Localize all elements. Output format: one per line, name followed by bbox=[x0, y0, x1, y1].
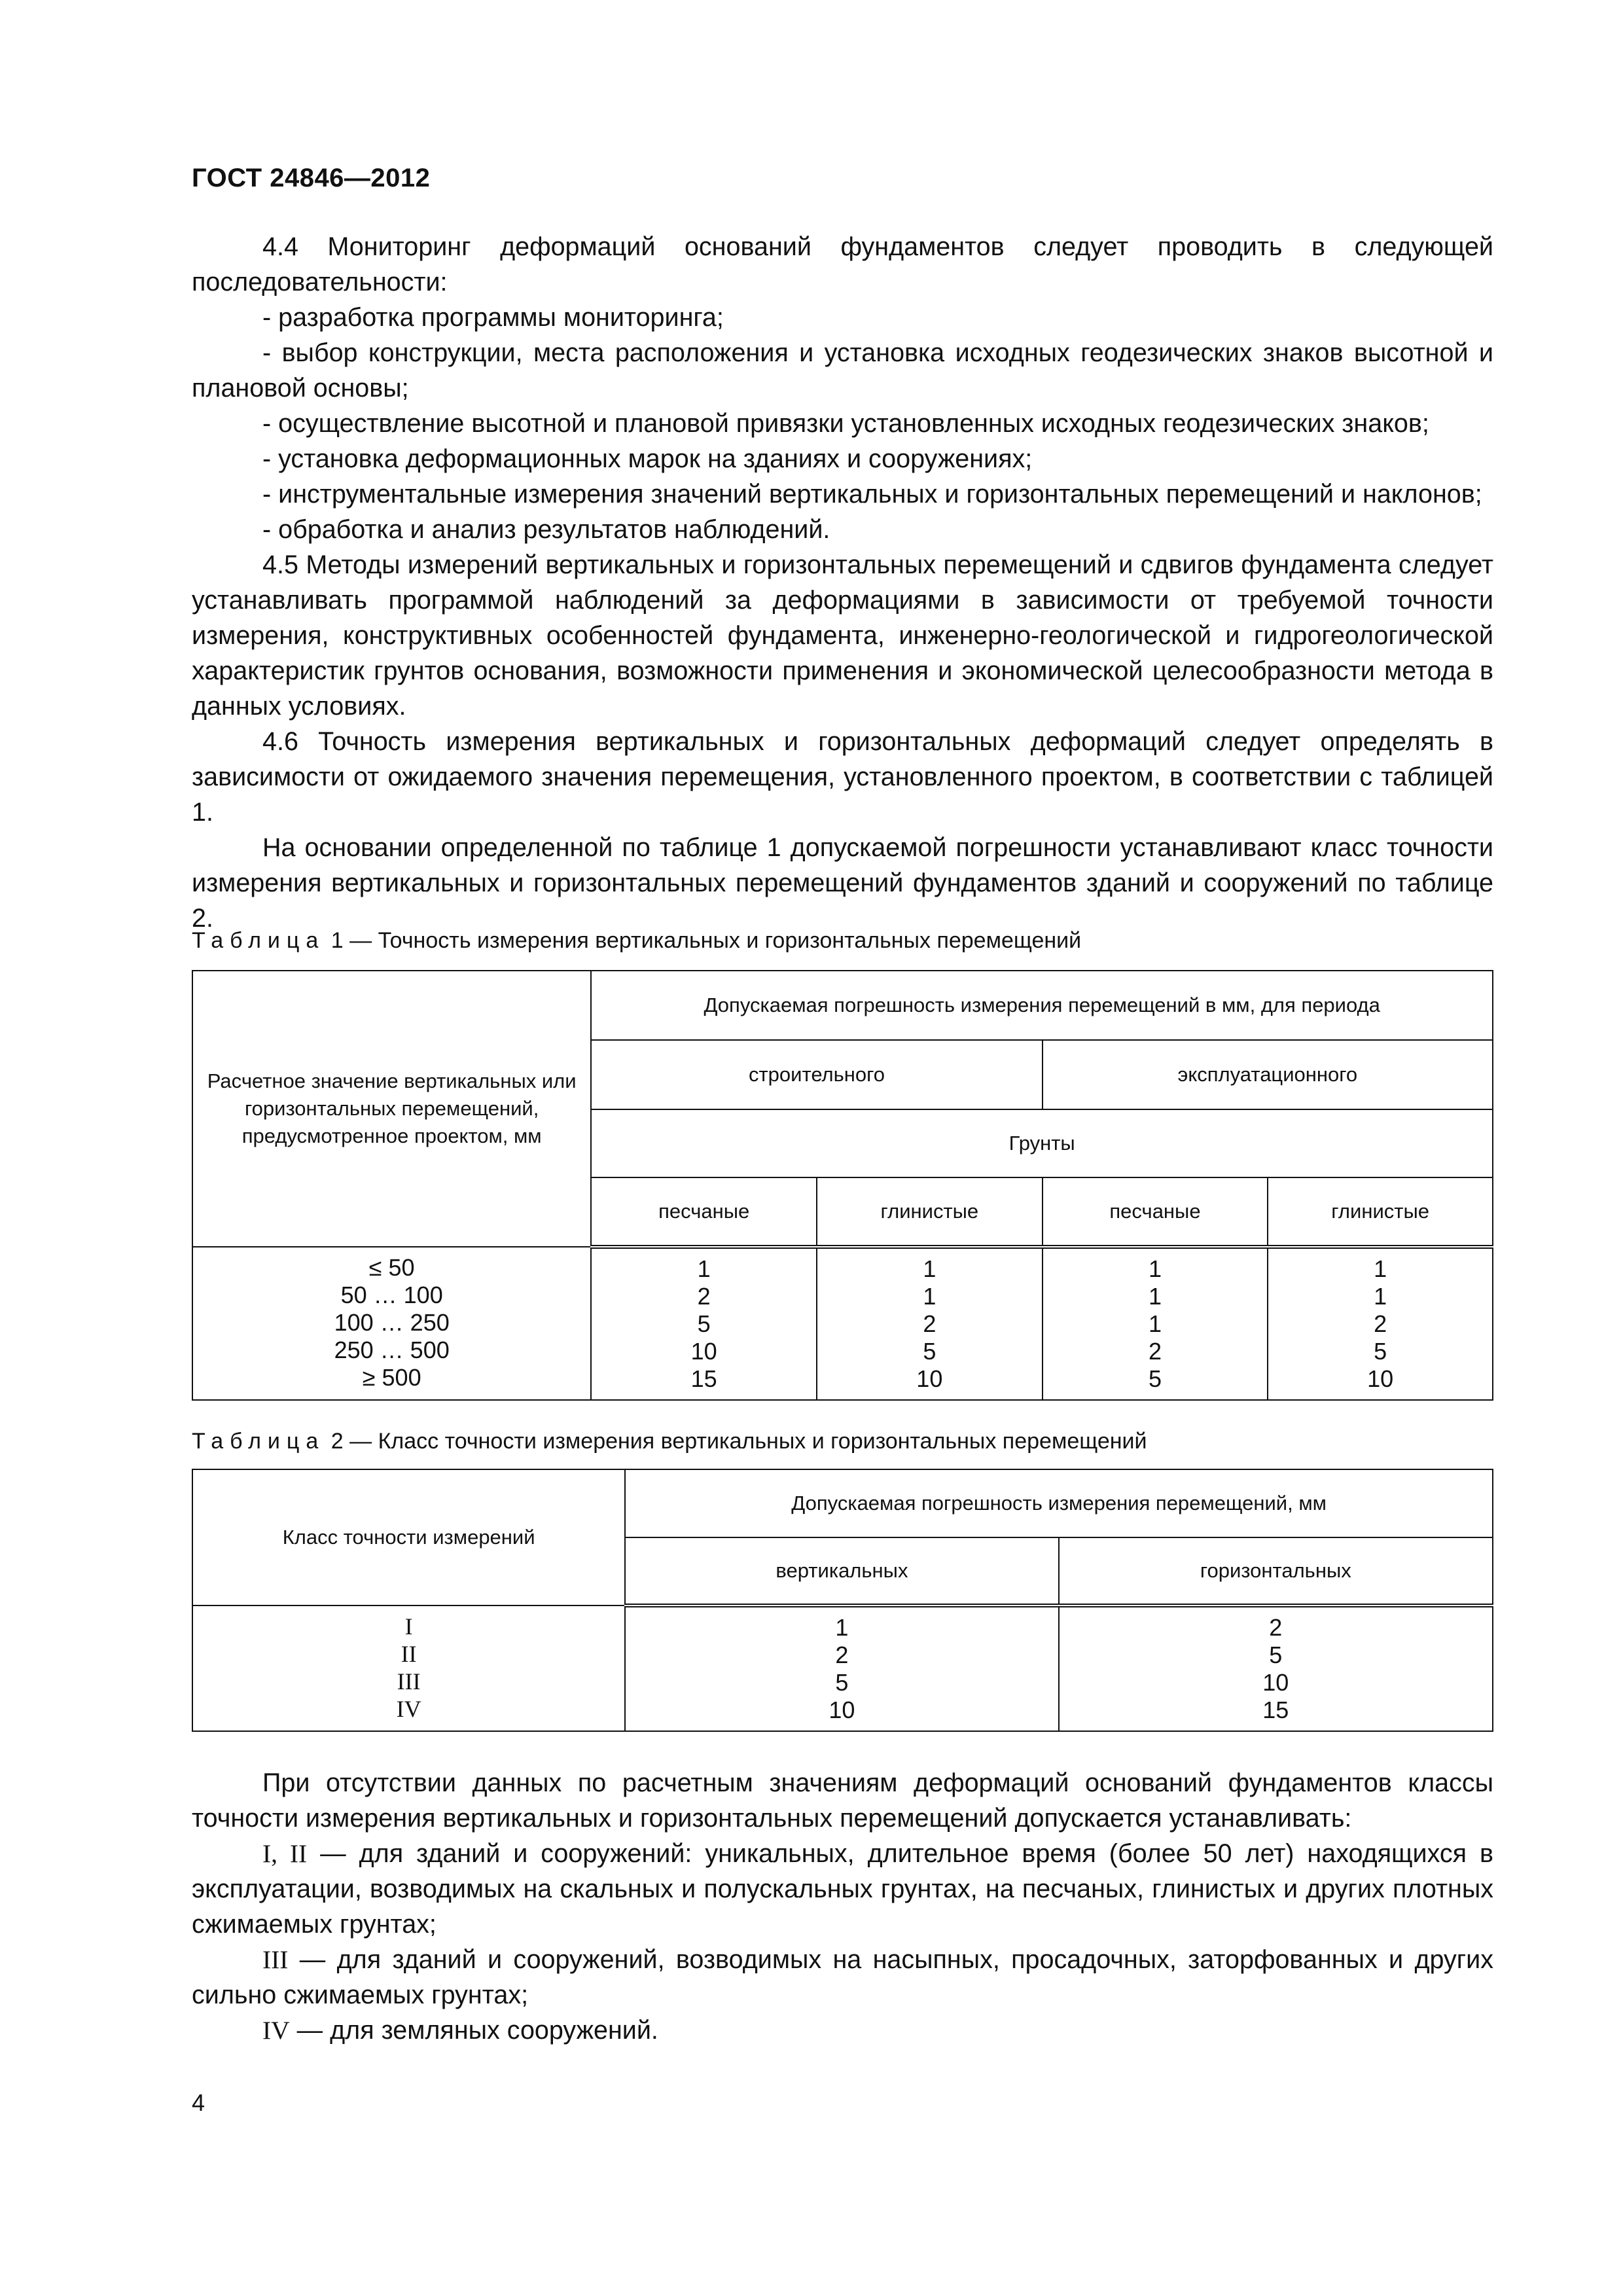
table-cell: 2 bbox=[1269, 1614, 1283, 1641]
table2-col-horizontal bbox=[1059, 1605, 1493, 1731]
table2-caption bbox=[192, 1429, 1147, 1454]
table2-accuracy-class bbox=[192, 1469, 1493, 1732]
table-cell: 5 bbox=[835, 1669, 849, 1696]
table-cell: 1 bbox=[923, 1283, 936, 1310]
table1-header-allowable: Допускаемая погрешность измерения перемещений в мм, для периода bbox=[591, 971, 1493, 1040]
table-cell: 15 bbox=[1262, 1696, 1289, 1723]
table1-header-construction: строительного bbox=[591, 1040, 1042, 1109]
table-cell: 5 bbox=[1148, 1365, 1162, 1392]
paragraph-basis: На основании определенной по таблице 1 допускаемой погрешности устанавливают класс точности измерения вертикальных и горизонтальных перемещений фундаментов зданий и сооружений по таблице 2. bbox=[192, 833, 1493, 933]
paragraph-class-1-2 bbox=[192, 1836, 1493, 1942]
table-cell: 5 bbox=[1269, 1641, 1283, 1668]
table-cell: II bbox=[401, 1641, 417, 1667]
table-cell: ≥ 500 bbox=[362, 1364, 421, 1391]
table-cell: 1 bbox=[697, 1255, 711, 1282]
page-number: 4 bbox=[192, 2089, 205, 2116]
list-item: - инструментальные измерения значений вертикальных и горизонтальных перемещений и наклонов; bbox=[262, 480, 1482, 509]
table-cell: I bbox=[404, 1613, 413, 1640]
table-cell: 50 … 100 bbox=[340, 1282, 443, 1308]
table-cell: 1 bbox=[1148, 1283, 1162, 1310]
table2-header-class: Класс точности измерений bbox=[192, 1469, 625, 1605]
table-cell: 10 bbox=[1367, 1365, 1394, 1392]
class-label: III bbox=[262, 1945, 289, 1974]
table-cell: 5 bbox=[923, 1338, 936, 1365]
table2-header-allowable: Допускаемая погрешность измерения перемещений, мм bbox=[625, 1469, 1493, 1537]
list-item: - осуществление высотной и плановой привязки установленных исходных геодезических знаков; bbox=[262, 409, 1429, 438]
section-classes bbox=[192, 1765, 1493, 2048]
table-cell: 1 bbox=[1374, 1255, 1387, 1282]
list-item: - разработка программы мониторинга; bbox=[262, 303, 724, 332]
class-label: IV bbox=[262, 2016, 290, 2045]
table-cell: 5 bbox=[697, 1310, 711, 1337]
table-cell: 10 bbox=[829, 1696, 855, 1723]
table-cell: 250 … 500 bbox=[334, 1336, 450, 1363]
table-cell: IV bbox=[396, 1696, 421, 1722]
class-description: — для земляных сооружений. bbox=[289, 2016, 658, 2045]
table1-accuracy bbox=[192, 970, 1493, 1401]
table1-header-soils: Грунты bbox=[591, 1109, 1493, 1177]
table1-col-operation-clayey bbox=[1268, 1247, 1493, 1400]
table1-col-operation-sandy bbox=[1043, 1247, 1268, 1400]
table-cell: 2 bbox=[835, 1641, 849, 1668]
table-cell: 10 bbox=[1262, 1669, 1289, 1696]
section-monitoring bbox=[192, 229, 1493, 936]
table1-col-construction-sandy bbox=[591, 1247, 817, 1400]
list-item: - установка деформационных марок на зданиях и сооружениях; bbox=[262, 444, 1033, 473]
table2-col-vertical bbox=[625, 1605, 1058, 1731]
document-id: ГОСТ 24846—2012 bbox=[192, 164, 431, 192]
table-cell: 1 bbox=[835, 1614, 849, 1641]
table-cell: 2 bbox=[1374, 1310, 1387, 1337]
table1-caption-text: 1 — Точность измерения вертикальных и горизонтальных перемещений bbox=[330, 928, 1082, 953]
class-label: I, II bbox=[262, 1839, 308, 1868]
table1-header-calculated: Расчетное значение вертикальных или горизонтальных перемещений, предусмотренное проектом, мм bbox=[192, 971, 591, 1247]
table-word: Таблица bbox=[192, 1429, 325, 1454]
paragraph-class-4 bbox=[192, 2013, 1493, 2048]
list-item: - обработка и анализ результатов наблюдений. bbox=[262, 515, 830, 544]
table1-col-construction-clayey bbox=[817, 1247, 1043, 1400]
table1-header-operation: эксплуатационного bbox=[1043, 1040, 1493, 1109]
table-word: Таблица bbox=[192, 928, 325, 953]
table-cell: 1 bbox=[1148, 1255, 1162, 1282]
paragraph-4-5: 4.5 Методы измерений вертикальных и горизонтальных перемещений и сдвигов фундамента следует устанавливать программой наблюдений за деформациями в зависимости от требуемой точности измерения, конструктивных особенностей фундамента, инженерно-геологической и гидрогеологической характеристик грунтов основания, возможности применения и экономической целесообразности метода в данных условиях. bbox=[192, 550, 1493, 721]
paragraph-absent-data: При отсутствии данных по расчетным значениям деформаций оснований фундаментов классы точности измерения вертикальных и горизонтальных перемещений допускается устанавливать: bbox=[192, 1768, 1493, 1833]
table-cell: ≤ 50 bbox=[368, 1254, 415, 1281]
table2-header-horizontal: горизонтальных bbox=[1059, 1537, 1493, 1605]
table1-header-clayey: глинистые bbox=[1268, 1177, 1493, 1247]
table1-header-sandy: песчаные bbox=[591, 1177, 817, 1247]
table-cell: 1 bbox=[1374, 1283, 1387, 1310]
class-description: — для зданий и сооружений: уникальных, длительное время (более 50 лет) находящихся в эксплуатации, возводимых на скальных и полускальных грунтах, на песчаных, глинистых и других плотных сжимаемых грунтах; bbox=[192, 1839, 1493, 1939]
list-item: - выбор конструкции, места расположения и установка исходных геодезических знаков высотной и плановой основы; bbox=[192, 338, 1493, 403]
table-cell: 1 bbox=[1148, 1310, 1162, 1337]
table-cell: 100 … 250 bbox=[334, 1309, 450, 1336]
table2-col-class bbox=[192, 1605, 625, 1731]
table-cell: III bbox=[397, 1668, 421, 1695]
table-cell: 1 bbox=[923, 1255, 936, 1282]
table1-caption bbox=[192, 928, 1081, 954]
table1-header-clayey: глинистые bbox=[817, 1177, 1043, 1247]
table1-col-calculated bbox=[192, 1247, 591, 1400]
table-cell: 2 bbox=[923, 1310, 936, 1337]
table-cell: 10 bbox=[916, 1365, 943, 1392]
table-cell: 10 bbox=[690, 1338, 717, 1365]
table1-header-sandy: песчаные bbox=[1043, 1177, 1268, 1247]
paragraph-4-6: 4.6 Точность измерения вертикальных и горизонтальных деформаций следует определять в зависимости от ожидаемого значения перемещения, установленного проектом, в соответствии с таблицей 1. bbox=[192, 727, 1493, 827]
table-cell: 5 bbox=[1374, 1338, 1387, 1365]
table2-caption-text: 2 — Класс точности измерения вертикальных и горизонтальных перемещений bbox=[330, 1429, 1147, 1454]
table-cell: 2 bbox=[697, 1283, 711, 1310]
paragraph-class-3 bbox=[192, 1942, 1493, 2013]
paragraph-4-4: 4.4 Мониторинг деформаций оснований фундаментов следует проводить в следующей последовательности: bbox=[192, 232, 1493, 296]
table2-header-vertical: вертикальных bbox=[625, 1537, 1058, 1605]
table-cell: 15 bbox=[690, 1365, 717, 1392]
table-cell: 2 bbox=[1148, 1338, 1162, 1365]
class-description: — для зданий и сооружений, возводимых на насыпных, просадочных, заторфованных и других сильно сжимаемых грунтах; bbox=[192, 1945, 1493, 2009]
